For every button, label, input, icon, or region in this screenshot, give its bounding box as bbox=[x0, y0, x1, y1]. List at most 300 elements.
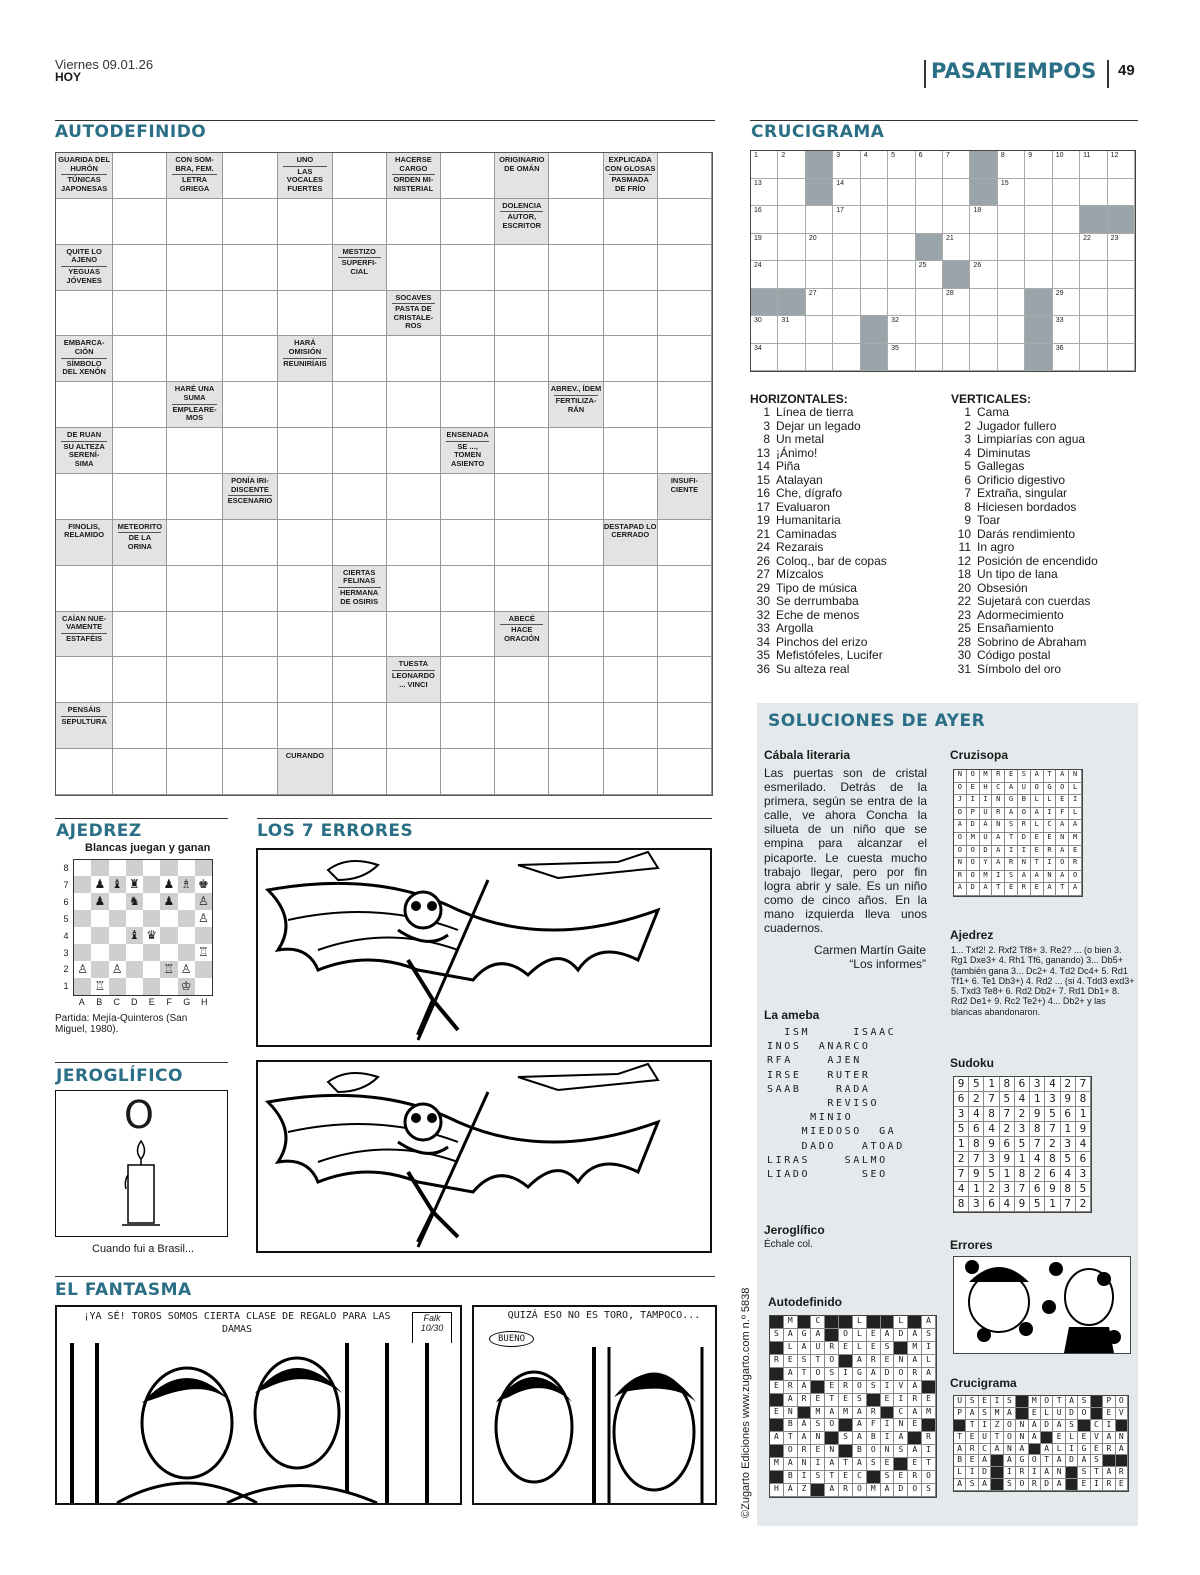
answer-cell[interactable] bbox=[387, 474, 441, 520]
crossword-cell[interactable] bbox=[861, 289, 888, 317]
clue-text: LAS VOCALES FUERTES bbox=[283, 166, 326, 194]
clue-number: 8 bbox=[964, 499, 971, 514]
crossword-cell[interactable]: 10 bbox=[1053, 151, 1080, 179]
answer-cell[interactable] bbox=[495, 245, 549, 291]
chess-piece: ♟ bbox=[91, 893, 108, 910]
answer-cell[interactable] bbox=[278, 199, 332, 245]
crossword-cell[interactable]: 8 bbox=[998, 151, 1025, 179]
answer-cell[interactable] bbox=[604, 336, 658, 382]
answer-cell[interactable] bbox=[223, 153, 279, 199]
sudoku-cell: 5 bbox=[969, 1077, 984, 1092]
answer-cell[interactable] bbox=[56, 474, 113, 520]
answer-cell[interactable] bbox=[658, 566, 712, 612]
answer-cell[interactable] bbox=[658, 657, 712, 703]
clue-text: HERMANA DE OSIRIS bbox=[338, 587, 381, 606]
crossword-cell[interactable] bbox=[778, 261, 805, 289]
answer-cell[interactable] bbox=[167, 428, 222, 474]
crossword-cell[interactable] bbox=[998, 316, 1025, 344]
answer-cell[interactable] bbox=[441, 657, 495, 703]
solution-cell: T bbox=[922, 1458, 936, 1471]
crossword-cell[interactable] bbox=[970, 234, 997, 262]
answer-cell[interactable] bbox=[113, 749, 167, 795]
answer-cell[interactable] bbox=[441, 703, 495, 749]
answer-cell[interactable] bbox=[333, 520, 387, 566]
answer-cell[interactable] bbox=[658, 749, 712, 795]
answer-cell[interactable] bbox=[604, 612, 658, 658]
answer-cell[interactable] bbox=[56, 199, 113, 245]
crossword-cell[interactable] bbox=[1080, 261, 1107, 289]
answer-cell[interactable] bbox=[549, 428, 603, 474]
crossword-cell[interactable]: 6 bbox=[916, 151, 943, 179]
answer-cell[interactable] bbox=[658, 291, 712, 337]
crossword-cell[interactable] bbox=[778, 206, 805, 234]
crossword-cell[interactable]: 19 bbox=[751, 234, 778, 262]
letter-cell: D bbox=[1018, 833, 1031, 846]
solution-cell: O bbox=[853, 1381, 867, 1394]
crossword-cell[interactable] bbox=[916, 289, 943, 317]
clue-text: REUNIRÍAIS bbox=[283, 358, 327, 368]
answer-cell[interactable] bbox=[387, 336, 441, 382]
answer-cell[interactable] bbox=[167, 703, 222, 749]
crossword-cell[interactable]: 26 bbox=[970, 261, 997, 289]
answer-cell[interactable] bbox=[113, 199, 167, 245]
solution-cell: M bbox=[1029, 1396, 1041, 1408]
answer-cell[interactable] bbox=[604, 199, 658, 245]
answer-cell[interactable] bbox=[549, 291, 603, 337]
crossword-cell[interactable] bbox=[833, 316, 860, 344]
sudoku-cell: 9 bbox=[1000, 1152, 1015, 1167]
answer-cell[interactable] bbox=[441, 382, 495, 428]
answer-cell[interactable] bbox=[387, 199, 441, 245]
answer-cell[interactable] bbox=[495, 291, 549, 337]
crossword-cell[interactable]: 21 bbox=[943, 234, 970, 262]
answer-cell[interactable] bbox=[167, 336, 222, 382]
solution-cell: D bbox=[1041, 1420, 1053, 1432]
answer-cell[interactable] bbox=[56, 566, 113, 612]
sudoku-cell: 6 bbox=[1000, 1137, 1015, 1152]
answer-cell[interactable] bbox=[387, 612, 441, 658]
crossword-cell[interactable] bbox=[806, 316, 833, 344]
crossword-cell[interactable]: 20 bbox=[806, 234, 833, 262]
clue-cell bbox=[387, 657, 441, 703]
crossword-cell[interactable] bbox=[806, 344, 833, 372]
clue-cell bbox=[56, 153, 113, 199]
answer-cell[interactable] bbox=[495, 520, 549, 566]
answer-cell[interactable] bbox=[223, 428, 279, 474]
answer-cell[interactable] bbox=[113, 428, 167, 474]
answer-cell[interactable] bbox=[387, 382, 441, 428]
letter-cell: U bbox=[1018, 783, 1031, 796]
answer-cell[interactable] bbox=[113, 703, 167, 749]
clue-cell bbox=[167, 153, 222, 199]
answer-cell[interactable] bbox=[278, 520, 332, 566]
clue-cell bbox=[113, 520, 167, 566]
crossword-cell[interactable] bbox=[888, 261, 915, 289]
clue-cell bbox=[604, 520, 658, 566]
crossword-cell[interactable]: 18 bbox=[970, 206, 997, 234]
answer-cell[interactable] bbox=[658, 153, 712, 199]
answer-cell[interactable] bbox=[441, 336, 495, 382]
crossword-cell[interactable] bbox=[916, 344, 943, 372]
answer-cell[interactable] bbox=[549, 336, 603, 382]
crossword-cell[interactable] bbox=[778, 179, 805, 207]
chess-square bbox=[126, 978, 143, 995]
answer-cell[interactable] bbox=[167, 612, 222, 658]
crossword-cell[interactable]: 24 bbox=[751, 261, 778, 289]
answer-cell[interactable] bbox=[113, 382, 167, 428]
crossword-cell[interactable] bbox=[1108, 289, 1135, 317]
answer-cell[interactable] bbox=[549, 520, 603, 566]
answer-cell[interactable] bbox=[495, 474, 549, 520]
answer-cell[interactable] bbox=[113, 612, 167, 658]
answer-cell[interactable] bbox=[387, 566, 441, 612]
answer-cell[interactable] bbox=[56, 749, 113, 795]
solution-cell: R bbox=[867, 1355, 881, 1368]
crossword-cell[interactable] bbox=[1080, 289, 1107, 317]
crossword-cell[interactable]: 7 bbox=[943, 151, 970, 179]
sudoku-cell: 6 bbox=[1061, 1107, 1076, 1122]
chess-square bbox=[178, 944, 195, 961]
crossword-cell[interactable] bbox=[970, 344, 997, 372]
crossword-cell[interactable] bbox=[916, 179, 943, 207]
crossword-cell[interactable] bbox=[1108, 179, 1135, 207]
letter-cell: L bbox=[1031, 820, 1044, 833]
answer-cell[interactable] bbox=[549, 245, 603, 291]
sudoku-cell: 8 bbox=[1076, 1092, 1091, 1107]
answer-cell[interactable] bbox=[658, 336, 712, 382]
answer-cell[interactable] bbox=[167, 749, 222, 795]
crossword-cell[interactable] bbox=[943, 316, 970, 344]
answer-cell[interactable] bbox=[278, 291, 332, 337]
answer-cell[interactable] bbox=[56, 382, 113, 428]
ameba-line: ISM ISAAC bbox=[767, 1027, 897, 1038]
answer-cell[interactable] bbox=[333, 749, 387, 795]
solution-cell: N bbox=[811, 1432, 825, 1445]
answer-cell[interactable] bbox=[604, 703, 658, 749]
answer-cell[interactable] bbox=[658, 428, 712, 474]
clue-number: 26 bbox=[756, 553, 770, 568]
crossword-cell[interactable]: 4 bbox=[861, 151, 888, 179]
crossword-cell[interactable] bbox=[1053, 206, 1080, 234]
crossword-cell[interactable]: 36 bbox=[1053, 344, 1080, 372]
crossword-cell[interactable] bbox=[998, 206, 1025, 234]
autodefinido-title: AUTODEFINIDO bbox=[55, 122, 207, 142]
answer-cell[interactable] bbox=[333, 612, 387, 658]
answer-cell[interactable] bbox=[278, 428, 332, 474]
answer-cell[interactable] bbox=[549, 153, 603, 199]
answer-cell[interactable] bbox=[441, 153, 495, 199]
clue-number: 25 bbox=[957, 621, 971, 635]
answer-cell[interactable] bbox=[223, 520, 279, 566]
answer-cell[interactable] bbox=[658, 245, 712, 291]
crossword-cell[interactable]: 3 bbox=[833, 151, 860, 179]
answer-cell[interactable] bbox=[56, 657, 113, 703]
crossword-cell[interactable] bbox=[943, 344, 970, 372]
answer-cell[interactable] bbox=[223, 291, 279, 337]
answer-cell[interactable] bbox=[278, 382, 332, 428]
answer-cell[interactable] bbox=[604, 657, 658, 703]
crossword-cell[interactable]: 1 bbox=[751, 151, 778, 179]
answer-cell[interactable] bbox=[333, 428, 387, 474]
solution-cell: D bbox=[894, 1329, 908, 1342]
answer-cell[interactable] bbox=[167, 474, 222, 520]
answer-cell[interactable] bbox=[441, 612, 495, 658]
crossword-cell[interactable]: 34 bbox=[751, 344, 778, 372]
answer-cell[interactable] bbox=[223, 199, 279, 245]
cabala-title: Cábala literaria bbox=[764, 748, 851, 762]
crossword-cell[interactable] bbox=[833, 261, 860, 289]
answer-cell[interactable] bbox=[223, 612, 279, 658]
crossword-cell[interactable]: 11 bbox=[1080, 151, 1107, 179]
answer-cell[interactable] bbox=[113, 566, 167, 612]
crossword-cell[interactable]: 30 bbox=[751, 316, 778, 344]
answer-cell[interactable] bbox=[113, 474, 167, 520]
cruzisopa-title: Cruzisopa bbox=[950, 748, 1009, 762]
crossword-cell[interactable]: 23 bbox=[1108, 234, 1135, 262]
solution-cell: M bbox=[867, 1484, 881, 1497]
solution-cell: B bbox=[784, 1419, 798, 1432]
answer-cell[interactable] bbox=[278, 703, 332, 749]
answer-cell[interactable] bbox=[113, 153, 167, 199]
crossword-cell[interactable] bbox=[888, 289, 915, 317]
crossword-cell[interactable]: 25 bbox=[916, 261, 943, 289]
answer-cell[interactable] bbox=[549, 749, 603, 795]
answer-cell[interactable] bbox=[495, 336, 549, 382]
answer-cell[interactable] bbox=[658, 612, 712, 658]
answer-cell[interactable] bbox=[549, 612, 603, 658]
crossword-cell[interactable]: 2 bbox=[778, 151, 805, 179]
answer-cell[interactable] bbox=[56, 291, 113, 337]
crossword-cell[interactable] bbox=[943, 206, 970, 234]
answer-cell[interactable] bbox=[333, 336, 387, 382]
crossword-cell[interactable] bbox=[1080, 344, 1107, 372]
crossword-cell[interactable] bbox=[1025, 234, 1052, 262]
crossword-cell[interactable] bbox=[916, 206, 943, 234]
solution-cell: O bbox=[894, 1368, 908, 1381]
solution-cell: O bbox=[825, 1419, 839, 1432]
crossword-cell[interactable] bbox=[970, 289, 997, 317]
answer-cell[interactable] bbox=[441, 566, 495, 612]
answer-cell[interactable] bbox=[441, 245, 495, 291]
answer-cell[interactable] bbox=[441, 199, 495, 245]
letter-cell: I bbox=[967, 795, 980, 808]
crossword-cell[interactable] bbox=[806, 261, 833, 289]
crossword-cell[interactable]: 32 bbox=[888, 316, 915, 344]
solution-cell: L bbox=[954, 1467, 966, 1479]
answer-cell[interactable] bbox=[441, 291, 495, 337]
answer-cell[interactable] bbox=[113, 657, 167, 703]
crossword-cell[interactable] bbox=[806, 206, 833, 234]
answer-cell[interactable] bbox=[495, 566, 549, 612]
solution-cell: E bbox=[881, 1355, 895, 1368]
answer-cell[interactable] bbox=[604, 428, 658, 474]
answer-cell[interactable] bbox=[333, 291, 387, 337]
crossword-cell[interactable] bbox=[970, 316, 997, 344]
solution-cell: I bbox=[839, 1368, 853, 1381]
crossword-cell[interactable] bbox=[888, 206, 915, 234]
letter-cell: A bbox=[992, 858, 1005, 871]
chess-piece: ♗ bbox=[178, 876, 195, 893]
answer-cell[interactable] bbox=[604, 566, 658, 612]
answer-cell[interactable] bbox=[495, 703, 549, 749]
answer-cell[interactable] bbox=[658, 382, 712, 428]
solution-cell: A bbox=[881, 1329, 895, 1342]
answer-cell[interactable] bbox=[387, 703, 441, 749]
answer-cell[interactable] bbox=[333, 657, 387, 703]
letter-cell: I bbox=[980, 795, 993, 808]
answer-cell[interactable] bbox=[549, 657, 603, 703]
crossword-cell[interactable] bbox=[916, 316, 943, 344]
chess-square bbox=[160, 910, 177, 927]
clue-definition: Tipo de música bbox=[776, 580, 857, 595]
crossword-cell[interactable]: 17 bbox=[833, 206, 860, 234]
answer-cell[interactable] bbox=[549, 566, 603, 612]
answer-cell[interactable] bbox=[387, 749, 441, 795]
crossword-cell[interactable]: 22 bbox=[1080, 234, 1107, 262]
answer-cell[interactable] bbox=[278, 566, 332, 612]
answer-cell[interactable] bbox=[495, 382, 549, 428]
answer-cell[interactable] bbox=[223, 657, 279, 703]
crossword-cell[interactable] bbox=[833, 344, 860, 372]
answer-cell[interactable] bbox=[223, 703, 279, 749]
solution-cell: E bbox=[1078, 1432, 1090, 1444]
answer-cell[interactable] bbox=[223, 245, 279, 291]
crossword-cell[interactable] bbox=[833, 289, 860, 317]
answer-cell[interactable] bbox=[167, 520, 222, 566]
answer-cell[interactable] bbox=[604, 245, 658, 291]
clue-row bbox=[750, 541, 940, 555]
crossword-cell[interactable] bbox=[998, 234, 1025, 262]
crossword-cell[interactable] bbox=[998, 344, 1025, 372]
answer-cell[interactable] bbox=[113, 245, 167, 291]
answer-cell[interactable] bbox=[604, 291, 658, 337]
jeroglifico-box bbox=[55, 1090, 228, 1237]
crossword-cell[interactable] bbox=[861, 179, 888, 207]
answer-cell[interactable] bbox=[223, 566, 279, 612]
solution-cell: T bbox=[811, 1355, 825, 1368]
crossword-cell[interactable] bbox=[778, 234, 805, 262]
crossword-cell[interactable] bbox=[1108, 316, 1135, 344]
answer-cell[interactable] bbox=[113, 336, 167, 382]
crossword-cell[interactable]: 14 bbox=[833, 179, 860, 207]
answer-cell[interactable] bbox=[333, 474, 387, 520]
answer-cell[interactable] bbox=[387, 428, 441, 474]
crossword-cell[interactable]: 5 bbox=[888, 151, 915, 179]
crossword-cell[interactable] bbox=[888, 234, 915, 262]
answer-cell[interactable] bbox=[167, 291, 222, 337]
crossword-cell[interactable] bbox=[1053, 179, 1080, 207]
answer-cell[interactable] bbox=[495, 428, 549, 474]
answer-cell[interactable] bbox=[604, 382, 658, 428]
clue-cell bbox=[495, 612, 549, 658]
crossword-cell[interactable] bbox=[861, 206, 888, 234]
answer-cell[interactable] bbox=[278, 474, 332, 520]
answer-cell[interactable] bbox=[549, 703, 603, 749]
answer-cell[interactable] bbox=[387, 520, 441, 566]
answer-cell[interactable] bbox=[223, 336, 279, 382]
crossword-cell[interactable] bbox=[1080, 316, 1107, 344]
answer-cell[interactable] bbox=[113, 291, 167, 337]
answer-cell[interactable] bbox=[278, 245, 332, 291]
solution-cell: L bbox=[894, 1316, 908, 1329]
ajedrez-subtitle: Blancas juegan y ganan bbox=[85, 842, 211, 854]
answer-cell[interactable] bbox=[658, 199, 712, 245]
crossword-cell[interactable] bbox=[1025, 261, 1052, 289]
solution-cell: E bbox=[966, 1455, 978, 1467]
answer-cell[interactable] bbox=[167, 199, 222, 245]
answer-cell[interactable] bbox=[167, 245, 222, 291]
crossword-cell[interactable] bbox=[1108, 344, 1135, 372]
crossword-cell[interactable] bbox=[1053, 234, 1080, 262]
crossword-cell[interactable]: 15 bbox=[998, 179, 1025, 207]
answer-cell[interactable] bbox=[333, 703, 387, 749]
chess-piece: ♛ bbox=[143, 927, 160, 944]
crossword-cell[interactable] bbox=[861, 234, 888, 262]
answer-cell[interactable] bbox=[495, 749, 549, 795]
answer-cell[interactable] bbox=[333, 199, 387, 245]
crossword-cell[interactable] bbox=[1025, 206, 1052, 234]
crossword-cell[interactable]: 33 bbox=[1053, 316, 1080, 344]
crossword-cell[interactable] bbox=[998, 261, 1025, 289]
answer-cell[interactable] bbox=[658, 703, 712, 749]
crossword-cell[interactable] bbox=[778, 344, 805, 372]
bat-rider-illustration bbox=[258, 850, 710, 1045]
answer-cell[interactable] bbox=[333, 382, 387, 428]
sudoku-cell: 5 bbox=[1061, 1152, 1076, 1167]
answer-cell[interactable] bbox=[223, 382, 279, 428]
crossword-cell[interactable] bbox=[943, 179, 970, 207]
crossword-cell[interactable]: 16 bbox=[751, 206, 778, 234]
sudoku-cell: 6 bbox=[1015, 1077, 1030, 1092]
answer-cell[interactable] bbox=[387, 245, 441, 291]
crossword-cell[interactable] bbox=[998, 289, 1025, 317]
answer-cell[interactable] bbox=[223, 749, 279, 795]
crossword-cell[interactable] bbox=[833, 234, 860, 262]
answer-cell[interactable] bbox=[441, 474, 495, 520]
crossword-cell[interactable]: 31 bbox=[778, 316, 805, 344]
answer-cell[interactable] bbox=[167, 566, 222, 612]
chess-square bbox=[143, 876, 160, 893]
crossword-cell[interactable] bbox=[861, 261, 888, 289]
answer-cell[interactable] bbox=[278, 657, 332, 703]
answer-cell[interactable] bbox=[441, 749, 495, 795]
crossword-cell[interactable]: 12 bbox=[1108, 151, 1135, 179]
crossword-cell[interactable]: 9 bbox=[1025, 151, 1052, 179]
crossword-cell[interactable] bbox=[888, 179, 915, 207]
crossword-cell[interactable]: 13 bbox=[751, 179, 778, 207]
answer-cell[interactable] bbox=[549, 474, 603, 520]
crossword-cell[interactable]: 27 bbox=[806, 289, 833, 317]
crossword-cell[interactable] bbox=[1025, 179, 1052, 207]
crossword-cell[interactable]: 29 bbox=[1053, 289, 1080, 317]
sudoku-cell: 9 bbox=[969, 1167, 984, 1182]
answer-cell[interactable] bbox=[658, 520, 712, 566]
chess-square bbox=[160, 944, 177, 961]
answer-cell[interactable] bbox=[167, 657, 222, 703]
answer-cell[interactable] bbox=[495, 657, 549, 703]
answer-cell[interactable] bbox=[549, 199, 603, 245]
crossword-cell[interactable] bbox=[1080, 179, 1107, 207]
crossword-cell[interactable] bbox=[1108, 261, 1135, 289]
answer-cell[interactable] bbox=[441, 520, 495, 566]
answer-cell[interactable] bbox=[278, 612, 332, 658]
crossword-cell[interactable] bbox=[1053, 261, 1080, 289]
answer-cell[interactable] bbox=[604, 474, 658, 520]
answer-cell[interactable] bbox=[604, 749, 658, 795]
crossword-cell[interactable]: 35 bbox=[888, 344, 915, 372]
answer-cell[interactable] bbox=[333, 153, 387, 199]
crossword-cell[interactable]: 28 bbox=[943, 289, 970, 317]
